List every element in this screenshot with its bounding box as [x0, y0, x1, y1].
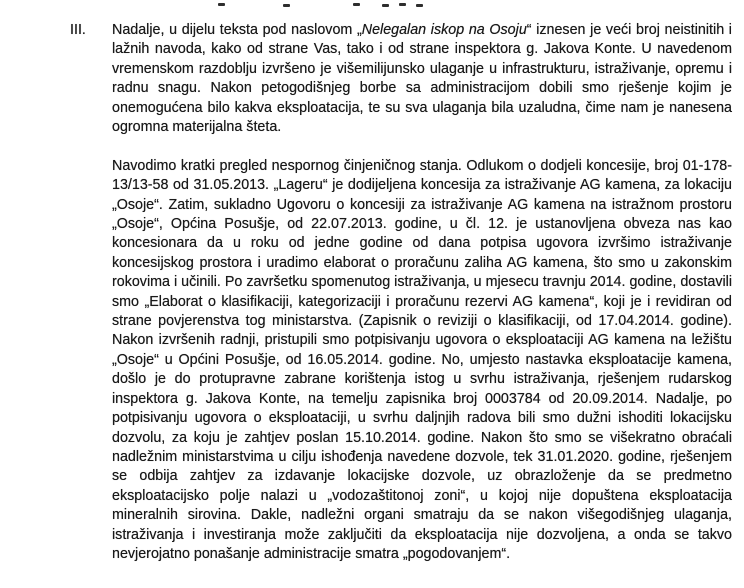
- document-text-column: [112, 21, 732, 564]
- paragraph-1: [112, 21, 732, 137]
- item-marker-iii: III.: [70, 22, 86, 38]
- paragraph-1-text-before-title: Nadalje, u dijelu teksta pod naslovom „: [112, 22, 362, 38]
- paragraph-2: Navodimo kratki pregled nespornog činjeničnog stanja. Odlukom o dodjeli koncesije, broj 01-178-13/13-58 od 31.05.2013. „Lageru“ je dodijeljena koncesija za istraživanje AG kamena, za lokaciju „Osoje“. Zatim, sukladno Ugovoru o koncesiji za istraživanje AG kamena na istražnom prostoru „Osoje“, Općina Posušje, od 22.07.2013. godine, u čl. 12. je ustanovljena obveza nas kao koncesionara da u roku od jedne godine od dana potpisa ugovora izvršimo istraživanje koncesijskog prostora i uradimo elaborat o proračunu zaliha AG kamena, što smo u zakonskim rokovima i učinili. Po završetku spomenutog istraživanja, u mjesecu travnju 2014. godine, dostavili smo „Elaborat o klasifikaciji, kategorizaciji i proračunu rezervi AG kamena“, koji je i revidiran od strane povjerenstva tog ministarstva. (Zapisnik o reviziji o klasifikaciji, od 17.04.2014. godine). Nakon izvršenih radnji, pristupili smo potpisivanju ugovora o eksploataciji AG kamena na ležištu „Osoje“ u Općini Posušje, od 16.05.2014. godine. No, umjesto nastavka eksploatacije kamena, došlo je do protupravne zabrane korištenja istog u svrhu istraživanja, rješenjem rudarskog inspektora g. Jakova Konte, na temelju zapisnika broj 0003784 od 20.09.2014. Nadalje, po potpisivanju ugovora o eksploataciji, u svrhu daljnjih radova bili smo dužni ishoditi lokacijsku dozvolu, za koju je zahtjev poslan 15.10.2014. godine. Nakon što smo se višekratno obraćali nadležnim ministarstvima u cilju ishođenja navedene dozvole, tek 31.01.2020. godine, rješenjem se odbija zahtjev za izdavanje lokacijske dozvole, uz obrazloženje da se predmetno eksploatacijsko polje nalazi u „vodozaštitonoj zoni“, u kojoj nije dopuštena eksploatacija mineralnih sirovina. Dakle, nadležni organi smatraju da se nakon višegodišnjeg ulaganja, istraživanja i investiranja može zaključiti da eksploatacija nije dozvoljena, a onda se takvo nevjerojatno ponašanje administracije smatra „pogodovanjem“.: [112, 157, 732, 562]
- cropped-line-remnants: [218, 3, 225, 6]
- quoted-article-title: Nelegalan iskop na Osoju: [361, 22, 527, 38]
- paragraph-1-text-after-title: “ iznesen je veći broj neistinitih i lažnih navoda, kako od strane Vas, tako i od strane inspektora g. Jakova Konte. U navedenom vremenskom razdoblju izvršeno je višemilijunsko ulaganje u infrastrukturu, istraživanje, opremu i radnu snagu. Nakon petogodišnjeg borbe sa administracijom dobili smo rješenje kojim je onemogućena bilo kakva eksploatacija, te su sva ulaganja bila uzaludna, čime nam je nanesena ogromna materijalna šteta.: [112, 22, 732, 136]
